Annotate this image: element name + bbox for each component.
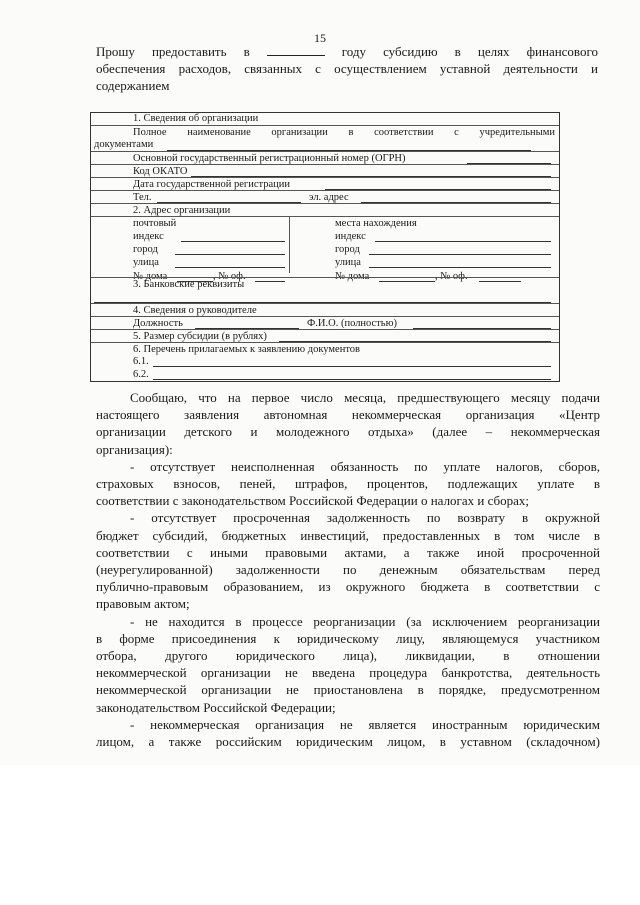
body-line: (неурегулированной) задолженности по денежным обязательствам перед	[96, 562, 600, 578]
document-2-field[interactable]	[153, 379, 551, 380]
blank-area	[0, 765, 640, 905]
body-line: настоящего заявления автономная некоммерческая организация «Центр	[96, 407, 600, 423]
location-index-field[interactable]	[375, 241, 551, 242]
body-line: правовым актом;	[96, 596, 190, 612]
s3-bank-row: 3. Банковские реквизиты	[91, 277, 559, 304]
postal-city-field[interactable]	[175, 254, 285, 255]
s1-ogrn-row: Основной государственный регистрационный номер (ОГРН)	[91, 151, 559, 165]
body-line: - некоммерческая организация не является иностранным юридическим	[130, 716, 600, 732]
document-1-field[interactable]	[153, 366, 551, 367]
s4-title-row: 4. Сведения о руководителе	[91, 303, 559, 317]
intro-line-1: Прошу предоставить в году субсидию в целях финансового	[96, 44, 598, 59]
location-street-field[interactable]	[369, 267, 551, 268]
intro-line-2: обеспечения расходов, связанных с осуществлением уставной деятельности и	[96, 61, 598, 76]
s1-fullname-row: Полное наименование организации в соответствии с учредительными документами	[91, 125, 559, 152]
body-line: законодательством Российской Федерации;	[96, 699, 336, 715]
organization-info-form: 1. Сведения об организации Полное наименование организации в соответствии с учредительными документами Основной государственный регистрационный номер (ОГРН) Код ОКАТО Дата государственной регистрации Тел. эл. адрес 2. Адрес организации почтовый индекс город улица места нахождения индекс город улица № дома , № оф. № дома , № оф. 3. Банковские реквизиты 4. Сведения о руководителе Должность Ф.И.О. (полностью) 5. Размер субсидии (в рублях) 6. Перечень прилагаемых к заявлению документов 6.1. 6.2.	[90, 112, 560, 382]
body-line: организации детского и молодежного отдыха» (далее – некоммерческая	[96, 424, 600, 440]
body-line: некоммерческой организации не введена процедура банкротства, деятельность	[96, 665, 600, 681]
body-line: соответствии с законодательством Российской Федерации о налогах и сборах;	[96, 493, 530, 509]
request-intro	[96, 43, 598, 94]
body-line: Сообщаю, что на первое число месяца, предшествующего месяцу подачи	[130, 390, 600, 405]
s2-title-row: 2. Адрес организации	[91, 203, 559, 217]
body-line: организация):	[96, 441, 173, 457]
s5-amount-row: 5. Размер субсидии (в рублях)	[91, 329, 559, 343]
body-line: некоммерческой организации не приостановлена в порядке, предусмотренном	[96, 682, 600, 698]
body-line: - отсутствует просроченная задолженность по возврату в окружной	[130, 510, 600, 526]
body-line: бюджет субсидий, бюджетных инвестиций, предоставленных в том числе в	[96, 527, 600, 543]
body-line: - не находится в процессе реорганизации (за исключением реорганизации	[130, 613, 600, 629]
body-line: страховых взносов, пеней, штрафов, процентов, подлежащих уплате в	[96, 476, 600, 492]
year-blank[interactable]	[267, 44, 325, 56]
body-line: в форме присоединения к юридическому лицу, являющемуся участником	[96, 630, 600, 646]
body-line: отбора, другого юридического лица), ликвидации, в отношении	[96, 648, 600, 664]
page-number: 15	[314, 31, 326, 45]
address-divider	[289, 217, 290, 273]
s1-contacts-row: Тел. эл. адрес	[91, 190, 559, 204]
s1-okato-row: Код ОКАТО	[91, 164, 559, 178]
s4-head-row: Должность Ф.И.О. (полностью)	[91, 316, 559, 330]
intro-line-3: содержанием	[96, 78, 170, 93]
body-line: публично-правовым образованием, из окружного бюджета в соответствии с	[96, 579, 600, 595]
body-line: соответствии с иными правовыми актами, а также иной просроченной	[96, 544, 600, 560]
postal-street-field[interactable]	[175, 267, 285, 268]
body-line: лицом, а также российским юридическим лицом, в уставном (складочном)	[96, 734, 600, 750]
body-text	[96, 389, 600, 750]
s1-title-row: 1. Сведения об организации	[133, 113, 259, 124]
s6-documents-row: 6. Перечень прилагаемых к заявлению документов 6.1. 6.2.	[91, 342, 559, 382]
s1-regdate-row: Дата государственной регистрации	[91, 177, 559, 191]
body-line: - отсутствует неисполненная обязанность по уплате налогов, сборов,	[130, 458, 600, 474]
s2-address-row: почтовый индекс город улица места нахождения индекс город улица	[91, 216, 559, 274]
location-city-field[interactable]	[369, 254, 551, 255]
postal-index-field[interactable]	[181, 241, 285, 242]
